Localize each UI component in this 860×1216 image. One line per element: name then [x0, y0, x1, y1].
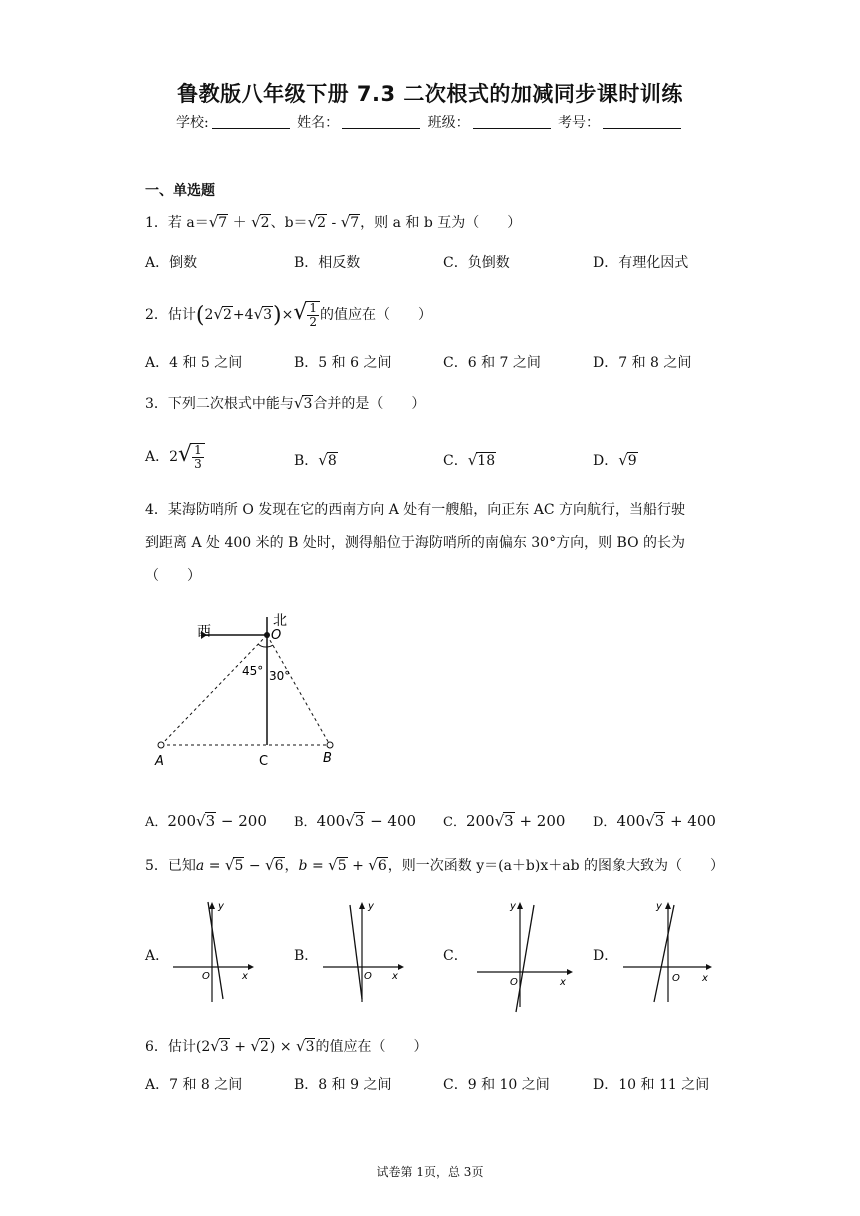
question-4-line-1: 4．某海防哨所 O 发现在它的西南方向 A 处有一艘船，向正东 AC 方向航行，当船行驶 [145, 502, 686, 518]
svg-text:y: y [218, 901, 224, 912]
school-label: 学校: [175, 115, 209, 131]
q1-option-d[interactable]: D．有理化因式 [593, 255, 689, 271]
q5-a-expr: a = √5 − √6 [195, 856, 284, 874]
q4-angle-30: 30° [269, 669, 291, 683]
q6-option-d[interactable]: D．10 和 11 之间 [593, 1077, 710, 1093]
q4-north-label: 北 [273, 613, 287, 629]
svg-text:y: y [656, 901, 662, 912]
svg-text:y: y [510, 901, 516, 912]
q3-option-b[interactable]: B．√8 [294, 451, 337, 469]
question-3: 3．下列二次根式中能与√3合并的是（ ） [145, 394, 426, 412]
q1-option-c[interactable]: C．负倒数 [443, 255, 510, 271]
q5-label-c[interactable]: C． [443, 948, 468, 964]
svg-text:x: x [702, 973, 708, 984]
q4-point-a: A [155, 754, 164, 769]
q4-option-b[interactable]: B．400√3 − 400 [294, 812, 417, 830]
svg-text:O: O [510, 977, 518, 988]
q6-option-b[interactable]: B．8 和 9 之间 [294, 1077, 392, 1093]
question-5: 5．已知a = √5 − √6，b = √5 + √6，则一次函数 y＝(a＋b)x＋ab 的图象大致为（ ） [145, 856, 724, 874]
question-6: 6．估计(2√3 + √2) × √3的值应在（ ） [145, 1037, 428, 1055]
q6-expr: (2√3 + √2) × √3 [195, 1037, 315, 1055]
svg-text:x: x [392, 971, 398, 982]
svg-text:O: O [202, 971, 210, 982]
class-blank[interactable] [473, 128, 551, 129]
q6-option-c[interactable]: C．9 和 10 之间 [443, 1077, 550, 1093]
question-1: 1．若 a＝√7 ＋ √2、b＝√2 ‐ √7，则 a 和 b 互为（ ） [145, 213, 522, 231]
q4-point-c: C [259, 754, 269, 769]
q4-option-a[interactable]: A．200√3 − 200 [145, 812, 267, 830]
number-label: 考号： [558, 115, 601, 131]
q5-b-expr: b = √5 + √6 [298, 856, 387, 874]
question-4-line-3: （ ） [145, 568, 201, 584]
question-2: 2．估计(2√2+4√3)×√ $\frac{1}{2}$ 的值应在（ ） [145, 300, 433, 329]
school-blank[interactable] [212, 128, 290, 129]
q4-angle-45: 45° [242, 664, 264, 678]
q2-option-d[interactable]: D．7 和 8 之间 [593, 355, 692, 371]
q4-option-d[interactable]: D．400√3 + 400 [593, 812, 716, 830]
page-title: 鲁教版八年级下册 7.3 二次根式的加减同步课时训练 [177, 82, 683, 106]
q5-graph-a[interactable] [168, 897, 258, 1007]
q4-figure [145, 605, 365, 780]
q4-point-o: O [271, 628, 282, 643]
q6-option-a[interactable]: A．7 和 8 之间 [145, 1077, 243, 1093]
name-label: 姓名： [297, 115, 340, 131]
q3-option-a[interactable]: A．2√ $\frac{1}{3}$ [145, 442, 205, 471]
q3-expr: √3 [293, 394, 313, 412]
q5-label-b[interactable]: B． [294, 948, 319, 964]
q5-graph-b[interactable] [318, 897, 408, 1007]
q5-label-d[interactable]: D． [593, 948, 619, 964]
q2-option-b[interactable]: B．5 和 6 之间 [294, 355, 392, 371]
q4-west-label: 西 [197, 624, 211, 640]
question-4-line-2: 到距离 A 处 400 米的 B 处时，测得船位于海防哨所的南偏东 30°方向，则 BO 的长为 [145, 535, 686, 551]
svg-text:x: x [560, 977, 566, 988]
q5-graph-d[interactable] [618, 897, 718, 1007]
q1-b-expr: √2 ‐ √7 [307, 213, 360, 231]
q1-option-a[interactable]: A．倒数 [145, 255, 198, 271]
svg-text:O: O [364, 971, 372, 982]
name-blank[interactable] [342, 128, 420, 129]
q3-option-c[interactable]: C．√18 [443, 451, 496, 469]
svg-text:O: O [672, 973, 680, 984]
student-info [0, 112, 860, 132]
q3-option-d[interactable]: D．√9 [593, 451, 637, 469]
q2-option-a[interactable]: A．4 和 5 之间 [145, 355, 243, 371]
q4-point-b: B [323, 751, 332, 766]
q4-option-c[interactable]: C．200√3 + 200 [443, 812, 566, 830]
number-blank[interactable] [603, 128, 681, 129]
q5-label-a[interactable]: A． [145, 948, 170, 964]
q1-a-expr: √7 ＋ √2 [208, 213, 270, 231]
q5-graph-c[interactable] [472, 897, 582, 1017]
q1-option-b[interactable]: B．相反数 [294, 255, 361, 271]
svg-text:y: y [368, 901, 374, 912]
q2-option-c[interactable]: C．6 和 7 之间 [443, 355, 541, 371]
q2-expr: (2√2+4√3)×√ $\frac{1}{2}$ [196, 307, 320, 323]
page-footer: 试卷第 1页，总 3页 [376, 1165, 484, 1179]
svg-text:x: x [242, 971, 248, 982]
class-label: 班级： [427, 115, 470, 131]
section-heading: 一、单选题 [145, 183, 215, 199]
